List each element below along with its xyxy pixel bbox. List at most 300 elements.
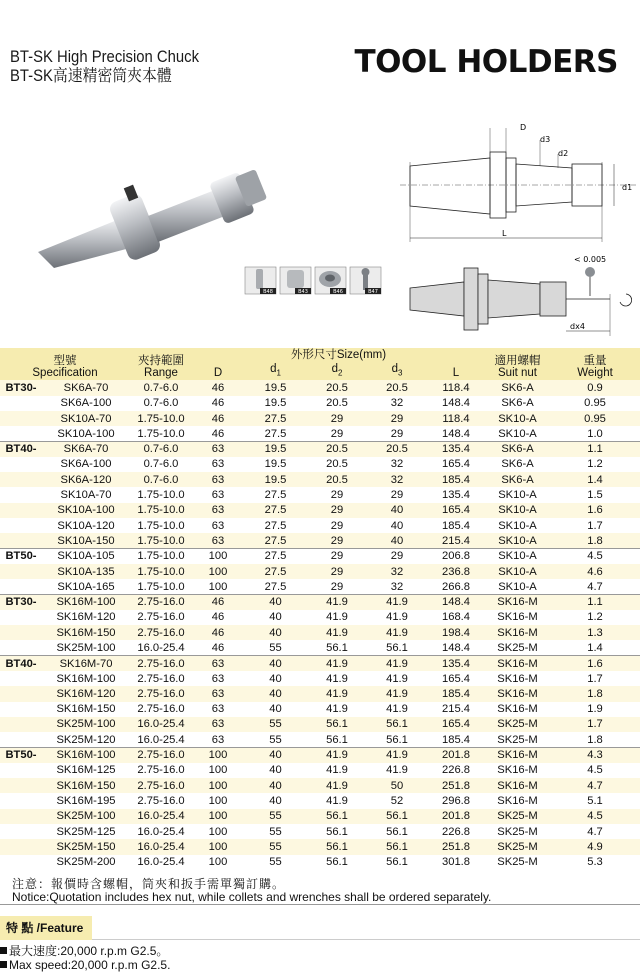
cell-series xyxy=(0,426,42,441)
title-chinese: BT-SK高速精密筒夾本體 xyxy=(10,67,172,85)
cell-spec: SK10A-70 xyxy=(42,487,130,502)
cell-d1: 40 xyxy=(244,763,307,778)
cell-d3: 41.9 xyxy=(367,671,427,686)
cell-d3: 56.1 xyxy=(367,809,427,824)
cell-weight: 1.7 xyxy=(550,518,640,533)
cell-spec: SK10A-105 xyxy=(42,549,130,564)
cell-d2: 41.9 xyxy=(307,625,367,640)
header-range: 夾持範圍 Range xyxy=(130,348,192,380)
cell-series xyxy=(0,717,42,732)
cell-L: 215.4 xyxy=(427,702,485,717)
cell-d1: 27.5 xyxy=(244,411,307,426)
cell-d3: 52 xyxy=(367,793,427,808)
cell-d3: 41.9 xyxy=(367,686,427,701)
cell-series xyxy=(0,778,42,793)
cell-weight: 1.8 xyxy=(550,686,640,701)
cell-d2: 29 xyxy=(307,411,367,426)
table-row xyxy=(0,671,640,686)
drawing-label-dx4: dx4 xyxy=(570,322,585,331)
cell-d3: 56.1 xyxy=(367,640,427,655)
cell-L: 185.4 xyxy=(427,518,485,533)
cell-series xyxy=(0,793,42,808)
cell-nut: SK6-A xyxy=(485,441,550,456)
accessory-b47 xyxy=(350,267,381,295)
table-row xyxy=(0,686,640,701)
cell-nut: SK10-A xyxy=(485,533,550,548)
feature-item-cn: 最大速度:20,000 r.p.m G2.5。 xyxy=(0,945,168,958)
accessory-thumbnails xyxy=(244,266,384,296)
cell-d2: 29 xyxy=(307,426,367,441)
cell-nut: SK10-A xyxy=(485,426,550,441)
page-header-left xyxy=(10,48,199,86)
cell-d1: 40 xyxy=(244,747,307,762)
cell-nut: SK25-M xyxy=(485,732,550,747)
cell-d1: 40 xyxy=(244,793,307,808)
cell-nut: SK25-M xyxy=(485,717,550,732)
cell-L: 135.4 xyxy=(427,487,485,502)
bullet-square-icon xyxy=(0,961,7,968)
cell-series: BT50- xyxy=(0,549,42,564)
cell-nut: SK25-M xyxy=(485,640,550,655)
cell-range: 1.75-10.0 xyxy=(130,426,192,441)
cell-series xyxy=(0,625,42,640)
cell-d3: 20.5 xyxy=(367,380,427,395)
cell-weight: 4.7 xyxy=(550,824,640,839)
cell-d1: 40 xyxy=(244,702,307,717)
cell-D: 100 xyxy=(192,824,244,839)
cell-series xyxy=(0,839,42,854)
cell-d2: 29 xyxy=(307,549,367,564)
accessory-label-b46: B46 xyxy=(333,289,343,295)
cell-D: 100 xyxy=(192,579,244,594)
cell-weight: 0.9 xyxy=(550,380,640,395)
cell-D: 63 xyxy=(192,686,244,701)
accessory-b46 xyxy=(315,267,346,295)
cell-range: 1.75-10.0 xyxy=(130,579,192,594)
cell-weight: 1.7 xyxy=(550,671,640,686)
cell-range: 1.75-10.0 xyxy=(130,564,192,579)
cell-weight: 1.8 xyxy=(550,732,640,747)
table-row xyxy=(0,549,640,564)
cell-range: 2.75-16.0 xyxy=(130,793,192,808)
table-row xyxy=(0,732,640,747)
cell-d3: 56.1 xyxy=(367,855,427,870)
cell-range: 1.75-10.0 xyxy=(130,549,192,564)
cell-d1: 27.5 xyxy=(244,518,307,533)
cell-d3: 20.5 xyxy=(367,441,427,456)
cell-spec: SK16M-125 xyxy=(42,763,130,778)
cell-L: 165.4 xyxy=(427,503,485,518)
cell-spec: SK16M-70 xyxy=(42,656,130,671)
cell-d2: 29 xyxy=(307,487,367,502)
cell-L: 168.4 xyxy=(427,610,485,625)
cell-weight: 4.5 xyxy=(550,763,640,778)
cell-series: BT40- xyxy=(0,441,42,456)
cell-d1: 19.5 xyxy=(244,457,307,472)
cell-d3: 41.9 xyxy=(367,625,427,640)
cell-D: 63 xyxy=(192,717,244,732)
cell-nut: SK10-A xyxy=(485,518,550,533)
cell-nut: SK10-A xyxy=(485,579,550,594)
cell-L: 236.8 xyxy=(427,564,485,579)
cell-series xyxy=(0,457,42,472)
table-row xyxy=(0,411,640,426)
cell-weight: 1.2 xyxy=(550,610,640,625)
cell-spec: SK10A-150 xyxy=(42,533,130,548)
cell-weight: 4.5 xyxy=(550,549,640,564)
cell-spec: SK25M-100 xyxy=(42,717,130,732)
cell-weight: 1.4 xyxy=(550,640,640,655)
cell-L: 118.4 xyxy=(427,411,485,426)
cell-L: 296.8 xyxy=(427,793,485,808)
cell-series xyxy=(0,518,42,533)
cell-d3: 56.1 xyxy=(367,839,427,854)
cell-d1: 27.5 xyxy=(244,564,307,579)
drawing-label-L: L xyxy=(502,229,507,238)
cell-d2: 20.5 xyxy=(307,396,367,411)
cell-series xyxy=(0,411,42,426)
accessory-b43 xyxy=(280,267,311,295)
cell-nut: SK16-M xyxy=(485,625,550,640)
cell-spec: SK10A-70 xyxy=(42,411,130,426)
cell-series xyxy=(0,686,42,701)
cell-d2: 56.1 xyxy=(307,732,367,747)
cell-d2: 56.1 xyxy=(307,839,367,854)
cell-L: 251.8 xyxy=(427,839,485,854)
cell-L: 251.8 xyxy=(427,778,485,793)
cell-range: 1.75-10.0 xyxy=(130,503,192,518)
cell-weight: 1.8 xyxy=(550,533,640,548)
cell-d2: 41.9 xyxy=(307,610,367,625)
cell-nut: SK16-M xyxy=(485,763,550,778)
cell-nut: SK16-M xyxy=(485,747,550,762)
cell-D: 100 xyxy=(192,809,244,824)
cell-range: 16.0-25.4 xyxy=(130,717,192,732)
cell-nut: SK6-A xyxy=(485,472,550,487)
cell-L: 215.4 xyxy=(427,533,485,548)
quotation-notice xyxy=(12,878,491,904)
cell-d1: 19.5 xyxy=(244,396,307,411)
cell-L: 185.4 xyxy=(427,686,485,701)
cell-weight: 5.1 xyxy=(550,793,640,808)
cell-d1: 40 xyxy=(244,778,307,793)
table-row xyxy=(0,747,640,762)
cell-d2: 20.5 xyxy=(307,380,367,395)
cell-series xyxy=(0,763,42,778)
cell-series: BT30- xyxy=(0,594,42,609)
cell-spec: SK6A-100 xyxy=(42,457,130,472)
bullet-square-icon xyxy=(0,947,7,954)
cell-spec: SK16M-120 xyxy=(42,686,130,701)
header-suit-nut: 適用螺帽 Suit nut xyxy=(485,348,550,380)
cell-D: 46 xyxy=(192,396,244,411)
cell-range: 1.75-10.0 xyxy=(130,487,192,502)
table-row xyxy=(0,426,640,441)
cell-D: 46 xyxy=(192,426,244,441)
header-d2: $d_2$ xyxy=(307,362,367,380)
cell-spec: SK16M-150 xyxy=(42,778,130,793)
table-row xyxy=(0,533,640,548)
cell-d3: 40 xyxy=(367,518,427,533)
cell-series xyxy=(0,610,42,625)
cell-L: 148.4 xyxy=(427,396,485,411)
cell-nut: SK6-A xyxy=(485,457,550,472)
cell-d3: 56.1 xyxy=(367,824,427,839)
table-row xyxy=(0,503,640,518)
cell-d2: 20.5 xyxy=(307,441,367,456)
cell-d1: 27.5 xyxy=(244,549,307,564)
cell-weight: 4.3 xyxy=(550,747,640,762)
cell-d3: 29 xyxy=(367,549,427,564)
cell-d3: 41.9 xyxy=(367,747,427,762)
cell-weight: 1.5 xyxy=(550,487,640,502)
section-title: TOOL HOLDERS xyxy=(354,44,618,80)
table-row xyxy=(0,717,640,732)
cell-d2: 56.1 xyxy=(307,824,367,839)
cell-L: 135.4 xyxy=(427,656,485,671)
cell-d3: 29 xyxy=(367,411,427,426)
accessory-label-b47: B47 xyxy=(368,289,378,295)
cell-weight: 4.9 xyxy=(550,839,640,854)
table-header-row-1 xyxy=(0,348,640,362)
header-L: L xyxy=(427,362,485,380)
cell-weight: 1.1 xyxy=(550,441,640,456)
cell-D: 46 xyxy=(192,411,244,426)
cell-spec: SK10A-100 xyxy=(42,503,130,518)
cell-spec: SK16M-195 xyxy=(42,793,130,808)
cell-weight: 0.95 xyxy=(550,396,640,411)
cell-d3: 32 xyxy=(367,564,427,579)
cell-D: 63 xyxy=(192,487,244,502)
drawing-label-d2: d2 xyxy=(558,149,569,158)
cell-d1: 27.5 xyxy=(244,503,307,518)
cell-d1: 27.5 xyxy=(244,579,307,594)
cell-d2: 41.9 xyxy=(307,793,367,808)
table-row xyxy=(0,594,640,609)
cell-range: 2.75-16.0 xyxy=(130,778,192,793)
cell-spec: SK6A-70 xyxy=(42,441,130,456)
cell-d3: 41.9 xyxy=(367,656,427,671)
cell-d3: 56.1 xyxy=(367,732,427,747)
cell-spec: SK16M-100 xyxy=(42,671,130,686)
cell-series xyxy=(0,702,42,717)
cell-range: 2.75-16.0 xyxy=(130,702,192,717)
cell-D: 63 xyxy=(192,671,244,686)
cell-nut: SK25-M xyxy=(485,839,550,854)
table-row xyxy=(0,518,640,533)
cell-range: 2.75-16.0 xyxy=(130,747,192,762)
table-row xyxy=(0,763,640,778)
table-row xyxy=(0,793,640,808)
cell-L: 226.8 xyxy=(427,763,485,778)
cell-D: 100 xyxy=(192,549,244,564)
cell-weight: 1.1 xyxy=(550,594,640,609)
cell-d2: 56.1 xyxy=(307,717,367,732)
header-d1: $d_1$ xyxy=(244,362,307,380)
cell-range: 0.7-6.0 xyxy=(130,441,192,456)
cell-series xyxy=(0,824,42,839)
cell-spec: SK25M-100 xyxy=(42,809,130,824)
cell-series xyxy=(0,732,42,747)
cell-range: 0.7-6.0 xyxy=(130,457,192,472)
cell-D: 63 xyxy=(192,457,244,472)
table-row xyxy=(0,839,640,854)
cell-L: 185.4 xyxy=(427,732,485,747)
cell-L: 165.4 xyxy=(427,671,485,686)
cell-weight: 1.0 xyxy=(550,426,640,441)
cell-d3: 32 xyxy=(367,396,427,411)
cell-L: 266.8 xyxy=(427,579,485,594)
table-row xyxy=(0,579,640,594)
notice-chinese: 注意：報價時含螺帽，筒夾和扳手需單獨訂購。 xyxy=(12,877,286,891)
cell-d2: 20.5 xyxy=(307,457,367,472)
cell-spec: SK6A-70 xyxy=(42,380,130,395)
cell-nut: SK25-M xyxy=(485,824,550,839)
accessory-b48 xyxy=(245,267,276,295)
cell-d1: 40 xyxy=(244,594,307,609)
cell-range: 1.75-10.0 xyxy=(130,518,192,533)
feature-item-en: Max speed:20,000 r.p.m G2.5. xyxy=(0,959,170,972)
cell-d1: 40 xyxy=(244,610,307,625)
cell-nut: SK16-M xyxy=(485,793,550,808)
cell-nut: SK10-A xyxy=(485,487,550,502)
cell-range: 16.0-25.4 xyxy=(130,839,192,854)
cell-d1: 55 xyxy=(244,717,307,732)
cell-d3: 29 xyxy=(367,487,427,502)
table-row xyxy=(0,809,640,824)
cell-nut: SK16-M xyxy=(485,778,550,793)
cell-D: 46 xyxy=(192,380,244,395)
cell-weight: 1.3 xyxy=(550,625,640,640)
cell-D: 46 xyxy=(192,594,244,609)
cell-nut: SK6-A xyxy=(485,380,550,395)
cell-d2: 56.1 xyxy=(307,809,367,824)
cell-d2: 41.9 xyxy=(307,686,367,701)
header-weight: 重量 Weight xyxy=(550,348,640,380)
cell-d1: 40 xyxy=(244,625,307,640)
cell-nut: SK16-M xyxy=(485,594,550,609)
cell-spec: SK16M-120 xyxy=(42,610,130,625)
cell-range: 2.75-16.0 xyxy=(130,625,192,640)
cell-D: 100 xyxy=(192,763,244,778)
table-row xyxy=(0,778,640,793)
cell-d3: 40 xyxy=(367,503,427,518)
cell-range: 2.75-16.0 xyxy=(130,686,192,701)
cell-L: 201.8 xyxy=(427,747,485,762)
header-specification: 型號 Specification xyxy=(0,348,130,380)
cell-d1: 55 xyxy=(244,732,307,747)
cell-D: 46 xyxy=(192,610,244,625)
cell-d3: 56.1 xyxy=(367,717,427,732)
cell-weight: 1.9 xyxy=(550,702,640,717)
cell-D: 63 xyxy=(192,702,244,717)
cell-series xyxy=(0,640,42,655)
cell-nut: SK6-A xyxy=(485,396,550,411)
cell-d2: 29 xyxy=(307,564,367,579)
cell-range: 2.75-16.0 xyxy=(130,610,192,625)
cell-weight: 1.6 xyxy=(550,656,640,671)
feature-label: 特 點 /Feature xyxy=(0,916,92,940)
table-row xyxy=(0,824,640,839)
cell-d2: 56.1 xyxy=(307,640,367,655)
cell-d1: 55 xyxy=(244,839,307,854)
cell-series xyxy=(0,671,42,686)
cell-d1: 19.5 xyxy=(244,441,307,456)
cell-D: 100 xyxy=(192,793,244,808)
cell-spec: SK25M-120 xyxy=(42,732,130,747)
cell-D: 100 xyxy=(192,855,244,870)
cell-range: 2.75-16.0 xyxy=(130,763,192,778)
cell-spec: SK10A-165 xyxy=(42,579,130,594)
cell-range: 2.75-16.0 xyxy=(130,656,192,671)
table-row xyxy=(0,472,640,487)
cell-spec: SK10A-135 xyxy=(42,564,130,579)
cell-d2: 41.9 xyxy=(307,747,367,762)
technical-drawing-runout xyxy=(400,254,636,342)
cell-d3: 32 xyxy=(367,579,427,594)
cell-series xyxy=(0,396,42,411)
cell-range: 1.75-10.0 xyxy=(130,533,192,548)
accessory-label-b43: B43 xyxy=(298,289,308,295)
cell-series xyxy=(0,855,42,870)
cell-L: 165.4 xyxy=(427,717,485,732)
cell-L: 206.8 xyxy=(427,549,485,564)
cell-range: 16.0-25.4 xyxy=(130,855,192,870)
cell-d3: 41.9 xyxy=(367,610,427,625)
table-row xyxy=(0,457,640,472)
cell-d2: 41.9 xyxy=(307,656,367,671)
cell-D: 63 xyxy=(192,656,244,671)
cell-d1: 40 xyxy=(244,671,307,686)
technical-drawing-dimensions xyxy=(400,118,636,244)
table-row xyxy=(0,396,640,411)
cell-series: BT50- xyxy=(0,747,42,762)
cell-D: 63 xyxy=(192,533,244,548)
cell-nut: SK16-M xyxy=(485,702,550,717)
cell-L: 226.8 xyxy=(427,824,485,839)
cell-d1: 55 xyxy=(244,824,307,839)
table-row xyxy=(0,656,640,671)
table-row xyxy=(0,640,640,655)
cell-d2: 29 xyxy=(307,533,367,548)
cell-d1: 40 xyxy=(244,656,307,671)
cell-d2: 41.9 xyxy=(307,702,367,717)
table-row xyxy=(0,625,640,640)
spec-table xyxy=(0,348,640,870)
header-d3: $d_3$ xyxy=(367,362,427,380)
cell-series xyxy=(0,809,42,824)
cell-d2: 41.9 xyxy=(307,763,367,778)
drawing-label-tolerance: < 0.005 xyxy=(574,255,607,264)
cell-range: 0.7-6.0 xyxy=(130,396,192,411)
cell-d3: 40 xyxy=(367,533,427,548)
cell-D: 46 xyxy=(192,625,244,640)
cell-d1: 27.5 xyxy=(244,487,307,502)
cell-series xyxy=(0,564,42,579)
cell-d3: 29 xyxy=(367,426,427,441)
cell-D: 63 xyxy=(192,441,244,456)
cell-nut: SK16-M xyxy=(485,671,550,686)
cell-d3: 50 xyxy=(367,778,427,793)
cell-nut: SK16-M xyxy=(485,686,550,701)
cell-range: 16.0-25.4 xyxy=(130,640,192,655)
cell-D: 100 xyxy=(192,747,244,762)
cell-range: 0.7-6.0 xyxy=(130,380,192,395)
cell-series xyxy=(0,472,42,487)
cell-spec: SK25M-150 xyxy=(42,839,130,854)
table-row xyxy=(0,702,640,717)
cell-spec: SK25M-200 xyxy=(42,855,130,870)
